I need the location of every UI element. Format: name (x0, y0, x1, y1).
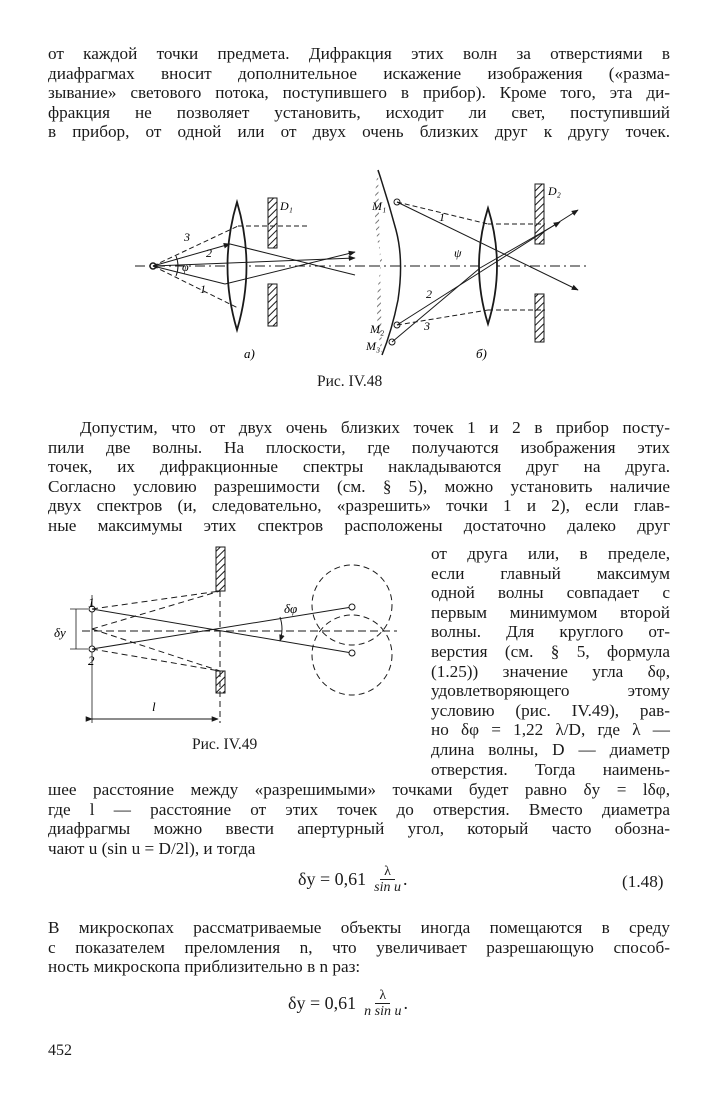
formula-fraction (362, 988, 403, 1019)
label-ray1-b: 1 (439, 210, 445, 224)
text-line: отверстия. Тогда наимень- (431, 759, 670, 779)
formula-lhs: δy = 0,61 (288, 993, 357, 1013)
label-dphi: δφ (284, 601, 298, 616)
text-line: В микроскопах рассматриваемые объекты иногда помещаются в среду (48, 918, 670, 937)
text-line: шее расстояние между «разрешимыми» точками будет равно δy = lδφ, (48, 780, 670, 799)
fraction-numerator: λ (380, 864, 395, 880)
text-line: Согласно условию разрешимости (см. § 5), можно установить наличие (48, 476, 670, 496)
diagram-a (135, 198, 375, 361)
label-point-1: 1 (88, 595, 95, 610)
paragraph-distance (48, 780, 670, 858)
label-ray1: 1 (200, 282, 206, 296)
text-line: Допустим, что от двух очень близких точек 1 и 2 в прибор посту- (80, 418, 670, 437)
text-line: удовлетворяющего этому (431, 681, 670, 701)
label-phi: φ (182, 260, 189, 274)
text-line: фракция не позволяет установить, исходит ли свет, поступивший (48, 102, 670, 122)
caption-fig-iv-48: Рис. IV.48 (317, 373, 383, 390)
text-line: где l — расстояние от этих точек до отверстия. Вместо диаметра (48, 799, 670, 819)
text-line: точек, их дифракционные спектры накладываются друг на друга. (48, 457, 670, 477)
label-ray3: 3 (184, 230, 190, 244)
text-line: длина волны, D — диаметр (431, 739, 670, 759)
formula-1-48 (298, 864, 407, 895)
figure-iv-49 (52, 545, 422, 740)
text-line: условию (рис. IV.49), рав- (431, 700, 670, 720)
formula-tail: . (403, 993, 408, 1013)
figure-iv-48 (120, 160, 600, 370)
text-line: от друга или, в пределе, (431, 544, 670, 563)
text-line: диафрагмы можно ввести апертурный угол, который часто обозна- (48, 819, 670, 839)
label-m1: M₁ (372, 199, 387, 213)
page-number: 452 (48, 1042, 72, 1059)
label-d1: D₁ (280, 199, 293, 213)
text-line: но δφ = 1,22 λ/D, где λ — (431, 720, 670, 740)
wrapped-column (431, 544, 670, 779)
text-line: (1.25)) значение угла δφ, (431, 661, 670, 681)
text-line: ные максимумы этих спектров расположены достаточно далеко друг (48, 515, 670, 535)
text-line: ность микроскопа приблизительно в n раз: (48, 957, 361, 977)
text-line: диафрагмах вносит дополнительное искажение изображения («разма- (48, 63, 670, 83)
paragraph-intro (48, 44, 670, 142)
text-line: верстия (см. § 5, формула (431, 641, 670, 661)
text-line: волны. Для круглого от- (431, 622, 670, 642)
paragraph-resolution (48, 418, 670, 536)
label-a: а) (244, 346, 255, 361)
fraction-denominator: n sin u (364, 1004, 402, 1019)
label-ray2-b: 2 (426, 287, 432, 301)
label-l: l (152, 699, 156, 714)
label-d2: D₂ (548, 184, 561, 198)
text-line: чают u (sin u = D/2l), и тогда (48, 838, 256, 858)
paragraph-microscope (48, 918, 670, 977)
fraction-denominator: sin u (374, 880, 401, 895)
text-line: двух спектров (и, следовательно, «разрешить» точки 1 и 2), если глав- (48, 496, 670, 516)
formula-microscope (288, 988, 408, 1019)
label-ray3-b: 3 (424, 319, 430, 333)
formula-tail: . (402, 869, 408, 889)
label-b: б) (476, 346, 487, 361)
label-psi: ψ (454, 246, 462, 260)
text-line: зывание» светового потока, поступившего в прибор). Кроме того, эта ди- (48, 83, 670, 103)
label-m3: M₃ (366, 339, 381, 353)
label-m2: M₂ (370, 322, 385, 336)
text-line: с показателем преломления n, что увеличивает разрешающую способ- (48, 937, 670, 957)
text-line: от каждой точки предмета. Дифракция этих волн за отверстиями в (48, 44, 670, 63)
text-line: одной волны совпадает с (431, 583, 670, 603)
text-line: в прибор, от одной или от двух очень близких друг к другу точек. (48, 122, 670, 142)
label-ray2: 2 (206, 246, 212, 260)
caption-fig-iv-49: Рис. IV.49 (192, 736, 258, 753)
text-line: первым минимумом второй (431, 602, 670, 622)
formula-lhs: δy = 0,61 (298, 869, 367, 889)
diagram-b (365, 170, 590, 361)
formula-fraction (372, 864, 403, 895)
fraction-numerator: λ (375, 988, 390, 1004)
equation-number: (1.48) (622, 872, 664, 891)
text-line: пили две волны. На плоскости, где получаются изображения этих (48, 437, 670, 457)
label-dy: δy (54, 625, 66, 640)
label-point-2: 2 (88, 653, 95, 668)
text-line: если главный максимум (431, 563, 670, 583)
